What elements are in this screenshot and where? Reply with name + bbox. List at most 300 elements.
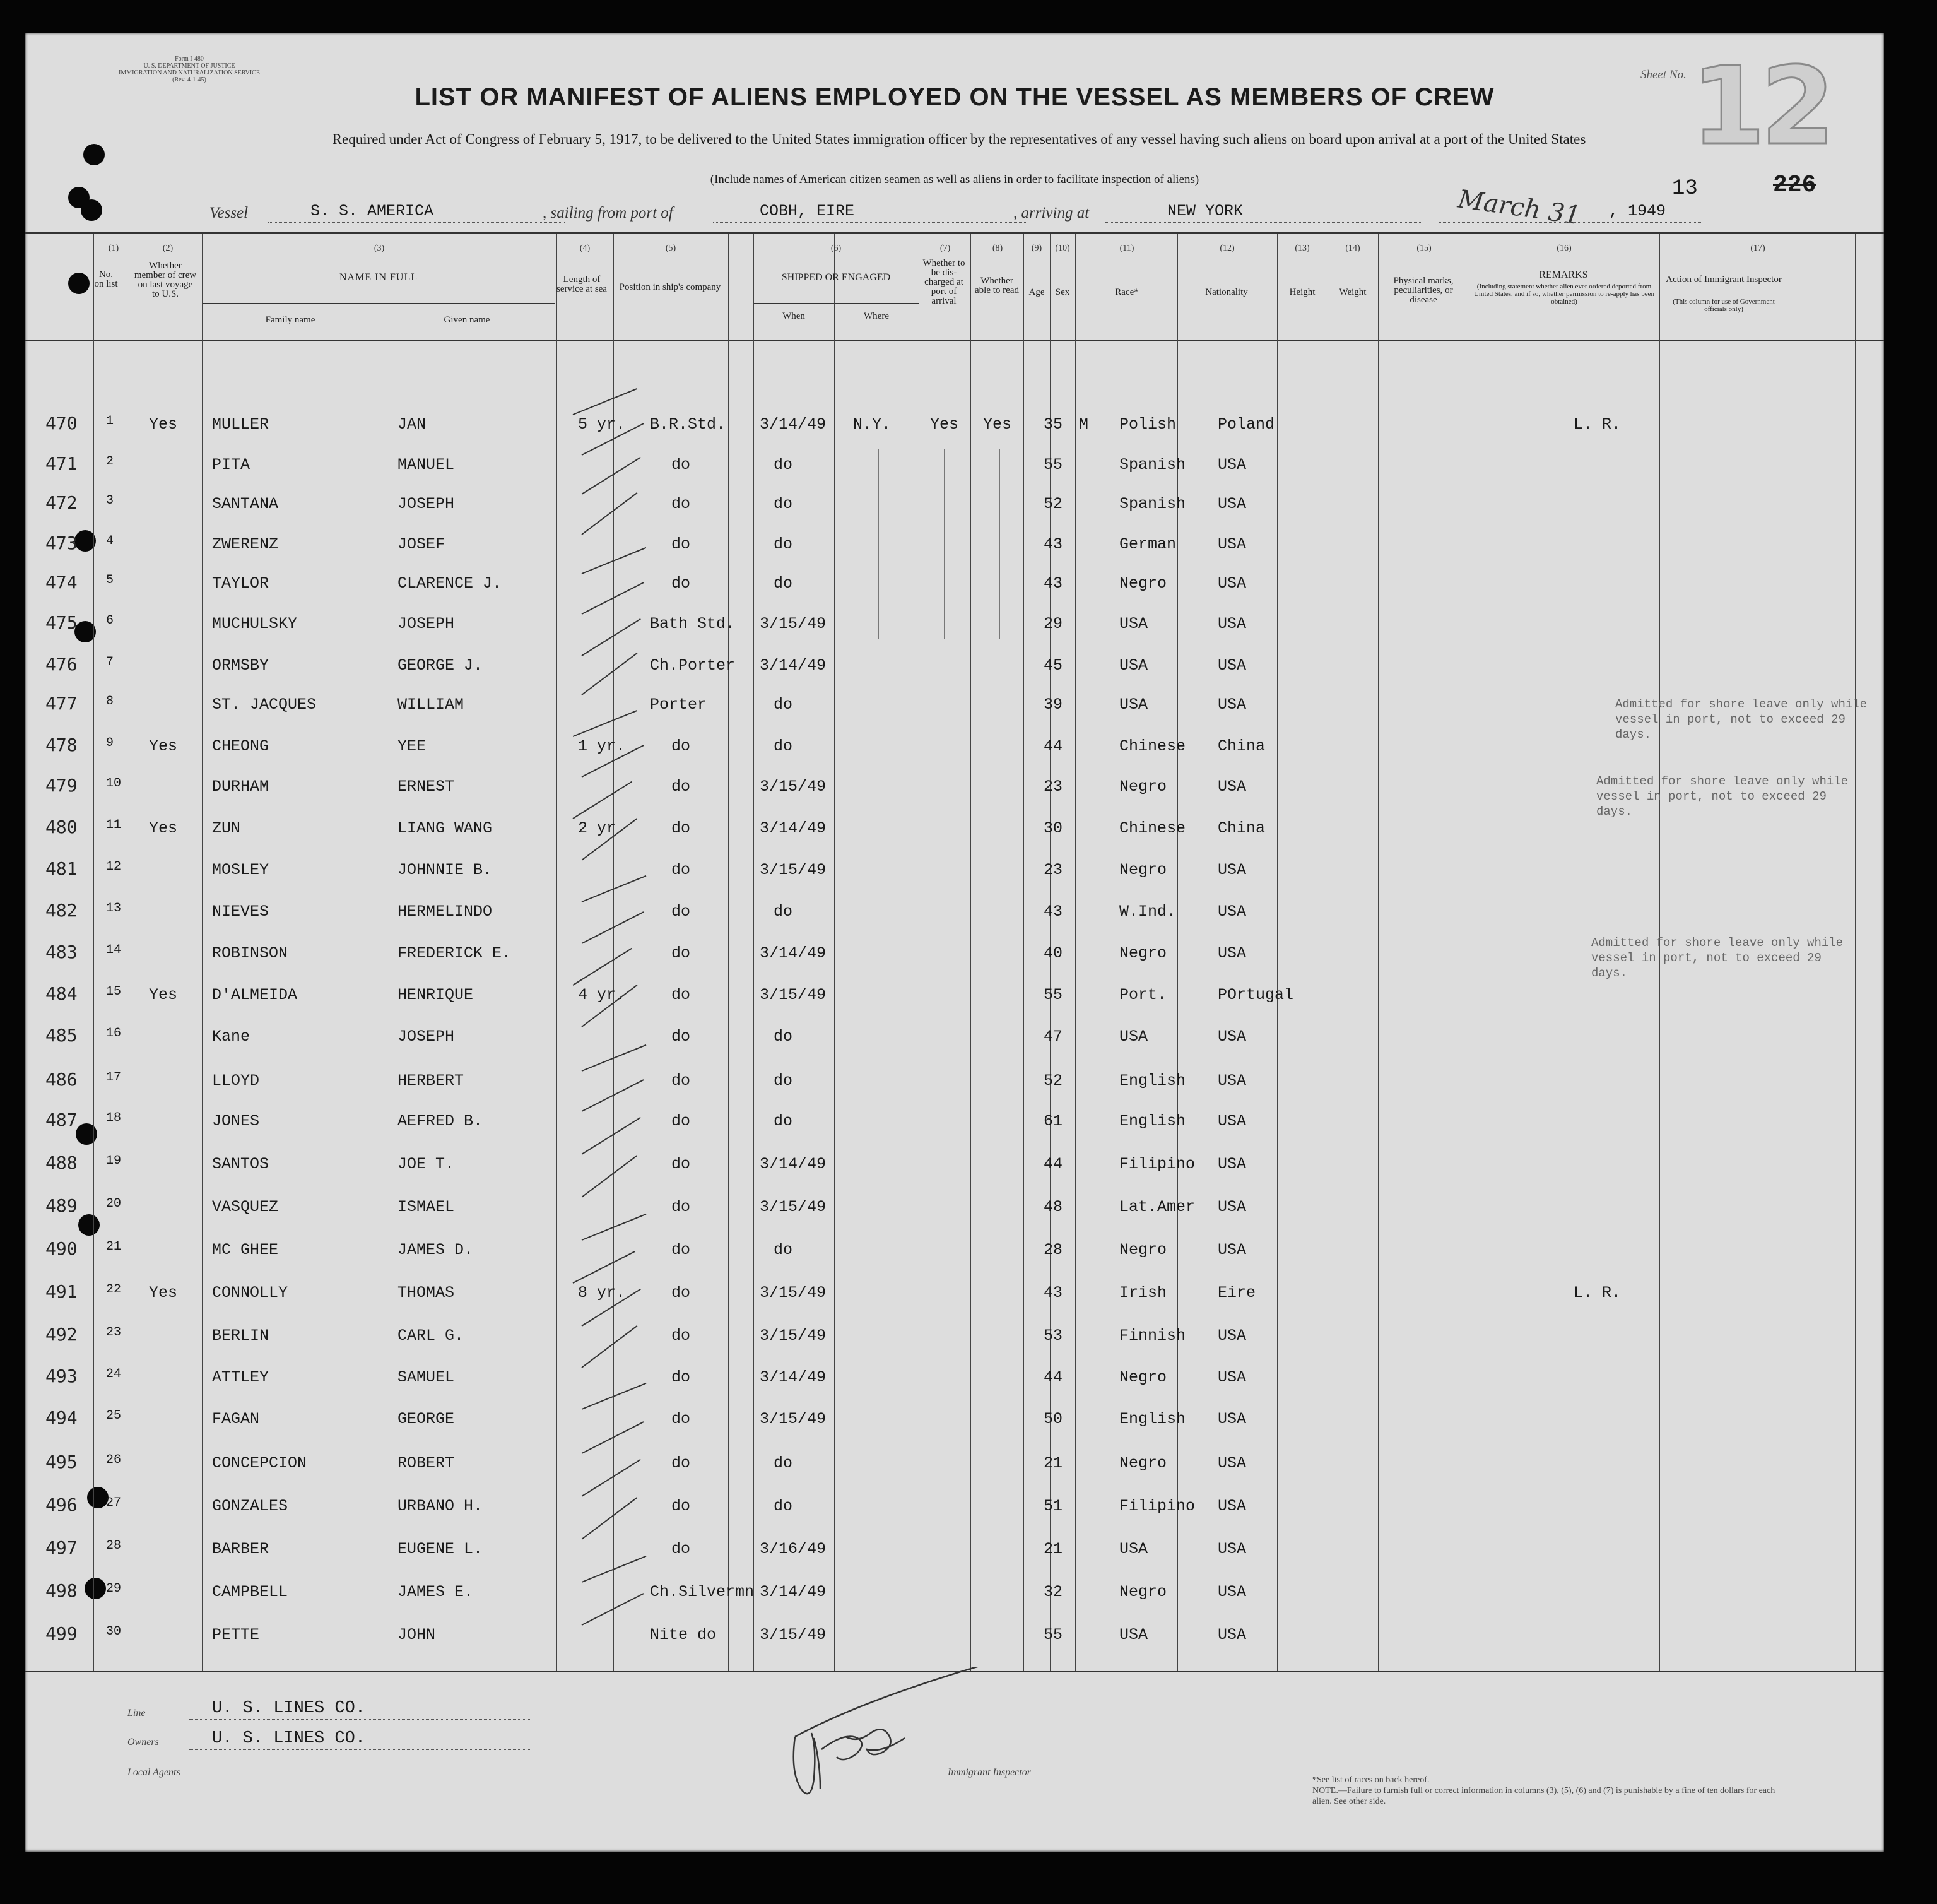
- nationality: USA: [1218, 944, 1247, 962]
- family-name: SANTOS: [212, 1155, 269, 1173]
- nationality: USA: [1218, 1368, 1247, 1387]
- family-name: ZWERENZ: [212, 535, 279, 553]
- shipped-when: do: [774, 535, 793, 553]
- given-name: ROBERT: [397, 1454, 455, 1472]
- age: 50: [1044, 1410, 1063, 1428]
- check-mark: [582, 911, 644, 944]
- manifest-line-index: 472: [45, 492, 78, 513]
- given-name: JOSEPH: [397, 615, 455, 633]
- given-name: CLARENCE J.: [397, 574, 502, 593]
- age: 43: [1044, 902, 1063, 921]
- vessel-name: S. S. AMERICA: [310, 202, 434, 220]
- age: 43: [1044, 574, 1063, 593]
- position: do: [671, 495, 691, 513]
- nationality: Eire: [1218, 1284, 1256, 1302]
- sheet-number-label: Sheet No.: [1640, 68, 1687, 81]
- row-number: 4: [106, 534, 114, 548]
- nationality: China: [1218, 737, 1266, 755]
- arriving-label: , arriving at: [1013, 204, 1090, 222]
- shipped-when: 3/14/49: [760, 1368, 827, 1387]
- manifest-line-index: 496: [45, 1494, 78, 1515]
- row-number: 5: [106, 573, 114, 588]
- length-of-service: 5 yr.: [578, 415, 626, 434]
- row-number: 19: [106, 1154, 122, 1168]
- race: USA: [1119, 1540, 1148, 1558]
- shore-leave-stamp: Admitted for shore leave only while vessel in port, not to exceed 29 days.: [1591, 936, 1844, 980]
- shipped-when: 3/16/49: [760, 1540, 827, 1558]
- shipped-when: 3/14/49: [760, 656, 827, 675]
- manifest-line-index: 498: [45, 1580, 78, 1601]
- row-number: 21: [106, 1239, 122, 1254]
- port-to: NEW YORK: [1167, 202, 1244, 220]
- family-name: ROBINSON: [212, 944, 288, 962]
- header-no-on-list: No. on list: [94, 269, 118, 289]
- nationality: USA: [1218, 574, 1247, 593]
- shipped-when: do: [774, 1241, 793, 1259]
- shipped-when: 3/14/49: [760, 1155, 827, 1173]
- header-height: Height: [1289, 287, 1316, 297]
- position: do: [671, 861, 691, 879]
- column-number: (16): [1557, 244, 1572, 253]
- manifest-line-index: 477: [45, 693, 78, 714]
- header-discharged: Whether to be dis-charged at port of arrival: [922, 258, 965, 306]
- nationality: USA: [1218, 778, 1247, 796]
- column-number: (13): [1295, 244, 1310, 253]
- age: 40: [1044, 944, 1063, 962]
- race: Lat.Amer: [1119, 1198, 1196, 1216]
- position: Porter: [650, 695, 707, 714]
- check-mark: [582, 1593, 644, 1626]
- race: USA: [1119, 615, 1148, 633]
- column-number: (10): [1055, 244, 1070, 253]
- given-name: SAMUEL: [397, 1368, 455, 1387]
- position: do: [671, 1368, 691, 1387]
- header-action-note: (This column for use of Government officials only): [1673, 298, 1775, 313]
- shipped-when: 3/15/49: [760, 986, 827, 1004]
- race: Negro: [1119, 1583, 1167, 1601]
- nationality: USA: [1218, 1583, 1247, 1601]
- punch-hole: [85, 1578, 106, 1599]
- nationality: USA: [1218, 1410, 1247, 1428]
- shipped-when: do: [774, 1027, 793, 1046]
- grid-line: [970, 234, 971, 1671]
- row-number: 28: [106, 1539, 122, 1553]
- age: 39: [1044, 695, 1063, 714]
- given-name: ISMAEL: [397, 1198, 455, 1216]
- manifest-line-index: 495: [45, 1452, 78, 1472]
- manifest-line-index: 492: [45, 1324, 78, 1345]
- sex: M: [1079, 415, 1089, 434]
- given-name: GEORGE J.: [397, 656, 483, 675]
- punch-hole: [81, 199, 102, 221]
- age: 21: [1044, 1454, 1063, 1472]
- header-remarks-note: (Including statement whether alien ever ordered deported from United States, and if so, whether permission to re-apply has been obtained): [1474, 283, 1654, 305]
- nationality: USA: [1218, 1155, 1247, 1173]
- nationality: POrtugal: [1218, 986, 1294, 1004]
- punch-hole: [78, 1214, 100, 1236]
- row-number: 12: [106, 860, 122, 874]
- shipped-when: 3/15/49: [760, 861, 827, 879]
- member-last-voyage: Yes: [149, 1284, 178, 1302]
- arrival-date-handwritten: March 31: [1456, 184, 1582, 231]
- family-name: CONCEPCION: [212, 1454, 307, 1472]
- position: do: [671, 902, 691, 921]
- shipped-when: 3/15/49: [760, 1327, 827, 1345]
- age: 45: [1044, 656, 1063, 675]
- column-number: (8): [992, 244, 1003, 253]
- column-number: (6): [830, 244, 842, 253]
- check-mark: [581, 1459, 640, 1497]
- row-number: 13: [106, 901, 122, 916]
- race: Negro: [1119, 778, 1167, 796]
- race: German: [1119, 535, 1177, 553]
- header-physical-marks: Physical marks, peculiarities, or disease: [1393, 276, 1454, 305]
- grid-line: [1075, 234, 1076, 1671]
- row-number: 14: [106, 943, 122, 957]
- shipped-when: do: [774, 902, 793, 921]
- position: do: [671, 819, 691, 837]
- nationality: USA: [1218, 1241, 1247, 1259]
- manifest-line-index: 497: [45, 1537, 78, 1558]
- age: 48: [1044, 1198, 1063, 1216]
- form-identifier: [107, 56, 271, 83]
- column-number: (9): [1031, 244, 1042, 253]
- length-of-service: 4 yr.: [578, 986, 626, 1004]
- row-number: 7: [106, 655, 114, 670]
- position: do: [671, 1155, 691, 1173]
- footnote: [1312, 1775, 1779, 1807]
- age: 21: [1044, 1540, 1063, 1558]
- nationality: USA: [1218, 1540, 1247, 1558]
- race: Chinese: [1119, 737, 1186, 755]
- row-number: 2: [106, 454, 114, 469]
- member-last-voyage: Yes: [149, 737, 178, 755]
- given-name: FREDERICK E.: [397, 944, 512, 962]
- shipped-when: do: [774, 495, 793, 513]
- family-name: D'ALMEIDA: [212, 986, 298, 1004]
- grid-line: [1023, 234, 1024, 1671]
- column-number: (11): [1119, 244, 1134, 253]
- age: 61: [1044, 1112, 1063, 1130]
- shipped-where: N.Y.: [853, 415, 892, 434]
- check-mark: [582, 1079, 644, 1112]
- given-name: HENRIQUE: [397, 986, 474, 1004]
- grid-line: [753, 234, 754, 1671]
- family-name: Kane: [212, 1027, 250, 1046]
- manifest-line-index: 484: [45, 983, 78, 1004]
- family-name: TAYLOR: [212, 574, 269, 593]
- row-number: 20: [106, 1197, 122, 1211]
- sheet-number: 12: [1691, 44, 1830, 169]
- shipped-when: do: [774, 574, 793, 593]
- page-title: LIST OR MANIFEST OF ALIENS EMPLOYED ON THE VESSEL AS MEMBERS OF CREW: [415, 83, 1495, 111]
- nationality: USA: [1218, 1027, 1247, 1046]
- form-service: IMMIGRATION AND NATURALIZATION SERVICE: [119, 69, 260, 76]
- family-name: DURHAM: [212, 778, 269, 796]
- manifest-line-index: 473: [45, 533, 78, 553]
- family-name: ST. JACQUES: [212, 695, 317, 714]
- position: do: [671, 1027, 691, 1046]
- position: do: [671, 1497, 691, 1515]
- punch-hole: [68, 273, 90, 294]
- position: do: [671, 778, 691, 796]
- punch-hole: [83, 144, 105, 165]
- given-name: HERBERT: [397, 1072, 464, 1090]
- nationality: USA: [1218, 456, 1247, 474]
- manifest-line-index: 490: [45, 1238, 78, 1259]
- length-of-service: 2 yr.: [578, 819, 626, 837]
- punch-hole: [87, 1487, 109, 1508]
- nationality: USA: [1218, 1198, 1247, 1216]
- age: 51: [1044, 1497, 1063, 1515]
- family-name: CHEONG: [212, 737, 269, 755]
- shipped-when: 3/15/49: [760, 1410, 827, 1428]
- shore-leave-stamp: Admitted for shore leave only while vessel in port, not to exceed 29 days.: [1596, 774, 1849, 819]
- arrival-year: , 1949: [1609, 202, 1666, 220]
- page-number-struck: 226: [1773, 172, 1816, 199]
- race: Chinese: [1119, 819, 1186, 837]
- nationality: USA: [1218, 535, 1247, 553]
- age: 55: [1044, 1626, 1063, 1644]
- header-sex: Sex: [1055, 287, 1070, 297]
- given-name: LIANG WANG: [397, 819, 493, 837]
- position: Nite do: [650, 1626, 717, 1644]
- nationality: USA: [1218, 1072, 1247, 1090]
- length-of-service: 8 yr.: [578, 1284, 626, 1302]
- age: 52: [1044, 495, 1063, 513]
- row-number: 16: [106, 1026, 122, 1041]
- column-number: (5): [665, 244, 676, 253]
- header-given-name: Given name: [444, 315, 490, 325]
- manifest-line-index: 470: [45, 413, 78, 434]
- given-name: HERMELINDO: [397, 902, 493, 921]
- race: Spanish: [1119, 456, 1186, 474]
- ditto-mark: [944, 449, 945, 639]
- column-number: (15): [1416, 244, 1432, 253]
- position: do: [671, 737, 691, 755]
- manifest-line-index: 485: [45, 1025, 78, 1046]
- header-length-service: Length of service at sea: [556, 275, 607, 294]
- family-name: BARBER: [212, 1540, 269, 1558]
- shipped-when: do: [774, 1454, 793, 1472]
- shipped-when: 3/15/49: [760, 1626, 827, 1644]
- age: 43: [1044, 535, 1063, 553]
- grid-line: [1277, 234, 1278, 1671]
- position: do: [671, 1454, 691, 1472]
- family-name: FAGAN: [212, 1410, 260, 1428]
- shipped-when: 3/14/49: [760, 819, 827, 837]
- given-name: GEORGE: [397, 1410, 455, 1428]
- punch-hole: [74, 530, 96, 552]
- nationality: USA: [1218, 902, 1247, 921]
- shipped-when: do: [774, 737, 793, 755]
- age: 35: [1044, 415, 1063, 434]
- given-name: JOSEPH: [397, 495, 455, 513]
- row-number: 10: [106, 776, 122, 791]
- family-name: ATTLEY: [212, 1368, 269, 1387]
- to-be-discharged: Yes: [930, 415, 959, 434]
- given-name: CARL G.: [397, 1327, 464, 1345]
- family-name: PETTE: [212, 1626, 260, 1644]
- subtitle-note: (Include names of American citizen seamen as well as aliens in order to facilitate inspection of aliens): [710, 173, 1199, 186]
- header-remarks: REMARKS: [1539, 269, 1588, 280]
- given-name: URBANO H.: [397, 1497, 483, 1515]
- family-name: NIEVES: [212, 902, 269, 921]
- vessel-label: Vessel: [209, 204, 249, 222]
- grid-line: [613, 234, 614, 1671]
- age: 43: [1044, 1284, 1063, 1302]
- header-action: Action of Immigrant Inspector: [1666, 275, 1782, 285]
- able-to-read: Yes: [983, 415, 1012, 434]
- given-name: ERNEST: [397, 778, 455, 796]
- family-name: CAMPBELL: [212, 1583, 288, 1601]
- family-name: MUCHULSKY: [212, 615, 298, 633]
- given-name: JOE T.: [397, 1155, 455, 1173]
- row-number: 23: [106, 1325, 122, 1340]
- manifest-line-index: 482: [45, 900, 78, 921]
- race: USA: [1119, 1626, 1148, 1644]
- check-mark: [572, 781, 632, 819]
- punch-hole: [74, 621, 96, 642]
- shipped-when: 3/15/49: [760, 1198, 827, 1216]
- footnote-penalty: NOTE.—Failure to furnish full or correct information in columns (3), (5), (6) and (7) is punishable by a fine of ten dollars for each alien. See other side.: [1312, 1786, 1775, 1806]
- manifest-line-index: 471: [45, 453, 78, 474]
- row-number: 27: [106, 1496, 122, 1510]
- manifest-line-index: 489: [45, 1195, 78, 1216]
- check-mark: [581, 1117, 640, 1155]
- footnote-races: *See list of races on back hereof.: [1312, 1775, 1430, 1785]
- family-name: SANTANA: [212, 495, 279, 513]
- position: do: [671, 1410, 691, 1428]
- row-number: 1: [106, 414, 114, 429]
- nationality: USA: [1218, 695, 1247, 714]
- check-mark: [581, 618, 640, 656]
- position: do: [671, 986, 691, 1004]
- age: 23: [1044, 861, 1063, 879]
- grid-line: [834, 234, 835, 1671]
- race: Filipino: [1119, 1155, 1196, 1173]
- row-number: 18: [106, 1111, 122, 1125]
- header-shipped-engaged: SHIPPED OR ENGAGED: [781, 272, 891, 283]
- agents-label: Local Agents: [127, 1767, 180, 1778]
- family-name: JONES: [212, 1112, 260, 1130]
- header-nationality: Nationality: [1205, 287, 1248, 297]
- row-number: 26: [106, 1453, 122, 1467]
- row-number: 25: [106, 1409, 122, 1423]
- position: do: [671, 1540, 691, 1558]
- manifest-line-index: 494: [45, 1407, 78, 1428]
- row-number: 22: [106, 1282, 122, 1297]
- race: Irish: [1119, 1284, 1167, 1302]
- position: Ch.Silvermn: [650, 1583, 755, 1601]
- grid-line: [93, 234, 94, 1671]
- nationality: USA: [1218, 1454, 1247, 1472]
- age: 23: [1044, 778, 1063, 796]
- manifest-line-index: 480: [45, 817, 78, 837]
- race: USA: [1119, 695, 1148, 714]
- race: Negro: [1119, 1241, 1167, 1259]
- grid-line: [556, 234, 557, 1671]
- age: 55: [1044, 456, 1063, 474]
- header-member: Whether member of crew on last voyage to U.S.: [134, 261, 197, 299]
- race: Negro: [1119, 1454, 1167, 1472]
- race: Port.: [1119, 986, 1167, 1004]
- family-name: VASQUEZ: [212, 1198, 279, 1216]
- column-number: (14): [1345, 244, 1360, 253]
- family-name: MULLER: [212, 415, 269, 434]
- row-number: 29: [106, 1582, 122, 1596]
- grid-line: [1177, 234, 1178, 1671]
- family-name: ZUN: [212, 819, 241, 837]
- given-name: JAN: [397, 415, 427, 434]
- grid-line: [202, 234, 203, 1671]
- nationality: USA: [1218, 1626, 1247, 1644]
- remarks: L. R.: [1574, 415, 1622, 434]
- race: Spanish: [1119, 495, 1186, 513]
- check-mark: [573, 710, 638, 737]
- family-name: BERLIN: [212, 1327, 269, 1345]
- family-name: PITA: [212, 456, 250, 474]
- header-age: Age: [1028, 287, 1045, 297]
- given-name: YEE: [397, 737, 427, 755]
- position: do: [671, 535, 691, 553]
- check-mark: [581, 1325, 637, 1368]
- position: do: [671, 1284, 691, 1302]
- line-label: Line: [127, 1708, 146, 1718]
- given-name: EUGENE L.: [397, 1540, 483, 1558]
- age: 44: [1044, 1155, 1063, 1173]
- manifest-line-index: 493: [45, 1366, 78, 1387]
- manifest-line-index: 478: [45, 735, 78, 755]
- given-name: JOHNNIE B.: [397, 861, 493, 879]
- manifest-line-index: 491: [45, 1281, 78, 1302]
- form-department: U. S. DEPARTMENT OF JUSTICE: [143, 62, 235, 69]
- age: 47: [1044, 1027, 1063, 1046]
- race: Finnish: [1119, 1327, 1186, 1345]
- grid-line: [1378, 234, 1379, 1671]
- manifest-line-index: 487: [45, 1109, 78, 1130]
- given-name: JOSEPH: [397, 1027, 455, 1046]
- row-number: 24: [106, 1367, 122, 1381]
- manifest-line-index: 475: [45, 612, 78, 633]
- shipped-when: do: [774, 456, 793, 474]
- given-name: JOSEF: [397, 535, 445, 553]
- check-mark: [581, 653, 637, 695]
- family-name: CONNOLLY: [212, 1284, 288, 1302]
- race: Filipino: [1119, 1497, 1196, 1515]
- check-mark: [572, 948, 632, 986]
- row-number: 17: [106, 1070, 122, 1085]
- remarks: L. R.: [1574, 1284, 1622, 1302]
- member-last-voyage: Yes: [149, 819, 178, 837]
- form-number: Form I-480: [175, 56, 204, 62]
- shipped-when: do: [774, 1497, 793, 1515]
- age: 30: [1044, 819, 1063, 837]
- shipped-when: 3/14/49: [760, 1583, 827, 1601]
- race: English: [1119, 1072, 1186, 1090]
- owners-label: Owners: [127, 1737, 159, 1747]
- nationality: USA: [1218, 861, 1247, 879]
- given-name: JOHN: [397, 1626, 436, 1644]
- header-weight: Weight: [1339, 287, 1367, 297]
- given-name: THOMAS: [397, 1284, 455, 1302]
- race: USA: [1119, 1027, 1148, 1046]
- race: Negro: [1119, 944, 1167, 962]
- form-revision: (Rev. 4-1-45): [172, 76, 206, 83]
- page-subtitle: Required under Act of Congress of February 5, 1917, to be delivered to the United States immigration officer by the representatives of any vessel having such aliens on board upon arrival at a port of the United States: [332, 131, 1586, 147]
- position: do: [671, 1327, 691, 1345]
- shipped-when: 3/15/49: [760, 615, 827, 633]
